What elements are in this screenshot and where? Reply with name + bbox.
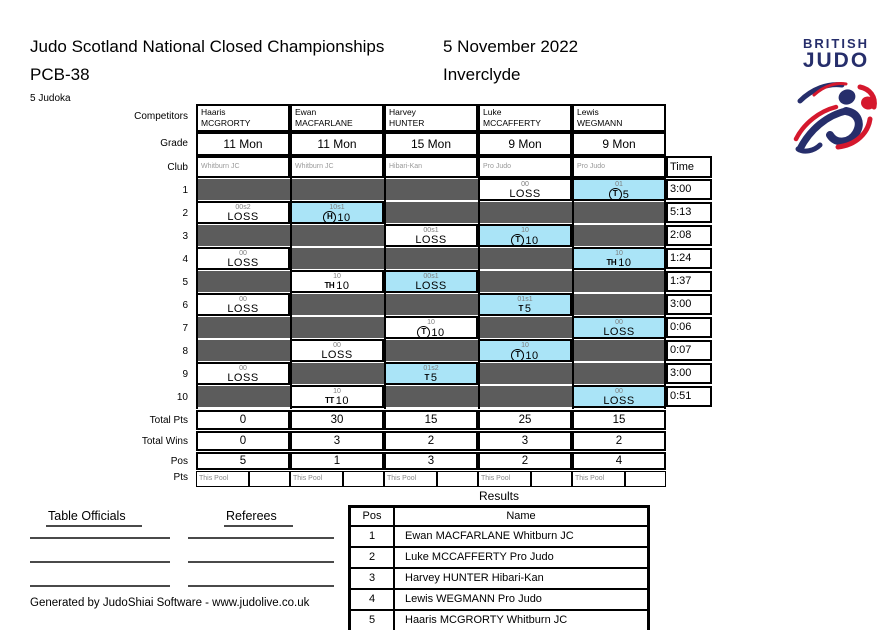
loss-score-cell bbox=[384, 270, 478, 293]
empty-match-cell bbox=[480, 386, 572, 407]
score-value bbox=[227, 257, 258, 269]
match-row-number: 8 bbox=[182, 346, 188, 357]
match-time-cell: 5:13 bbox=[666, 202, 712, 223]
competitor-last-name: MCGRORTY bbox=[201, 118, 251, 128]
score-number: LOSS bbox=[603, 395, 635, 407]
competitor-name-cell bbox=[196, 104, 290, 132]
match-row-number: 9 bbox=[182, 369, 188, 380]
score-number: 5 bbox=[524, 303, 532, 315]
club-cell: Whitburn JC bbox=[196, 156, 290, 178]
win-type-symbol: TT bbox=[324, 396, 334, 405]
win-score-cell bbox=[290, 270, 384, 293]
match-time-cell: 3:00 bbox=[666, 294, 712, 315]
competitor-last-name: HUNTER bbox=[389, 118, 425, 128]
competitor-name-cell bbox=[478, 104, 572, 132]
empty-match-cell bbox=[292, 179, 384, 200]
label-pts: Pts bbox=[173, 472, 188, 483]
empty-match-cell bbox=[198, 179, 290, 200]
empty-match-cell bbox=[292, 294, 384, 315]
grade-cell: 9 Mon bbox=[478, 132, 572, 156]
signature-line bbox=[188, 585, 334, 587]
pts-entry-cell bbox=[531, 471, 572, 487]
empty-match-cell bbox=[480, 363, 572, 384]
total_wins-value-cell: 0 bbox=[196, 431, 290, 451]
score-tag: 01s1 bbox=[517, 296, 533, 303]
loss-score-cell bbox=[196, 247, 290, 270]
competitor-name-cell bbox=[384, 104, 478, 132]
empty-match-cell bbox=[480, 202, 572, 223]
loss-score-cell bbox=[196, 293, 290, 316]
result-name: Ewan MACFARLANE Whitburn JC bbox=[405, 530, 574, 542]
result-position: 4 bbox=[351, 590, 395, 609]
match-row-number: 10 bbox=[176, 392, 188, 403]
empty-match-cell bbox=[574, 294, 666, 315]
score-tag: 00 bbox=[333, 342, 341, 349]
win-type-symbol: T bbox=[424, 373, 429, 382]
empty-match-cell bbox=[480, 271, 572, 292]
score-number: 10 bbox=[525, 234, 539, 247]
empty-match-cell bbox=[198, 225, 290, 246]
empty-match-cell bbox=[386, 179, 478, 200]
total_pts-value-cell: 15 bbox=[384, 410, 478, 430]
signature-line bbox=[188, 561, 334, 563]
loss-score-cell bbox=[478, 178, 572, 201]
score-tag: 00s2 bbox=[235, 204, 251, 211]
score-value bbox=[511, 234, 538, 247]
empty-match-cell bbox=[292, 248, 384, 269]
match-row-number: 2 bbox=[182, 208, 188, 219]
win-type-symbol: H bbox=[323, 211, 336, 224]
empty-match-cell bbox=[386, 202, 478, 223]
score-value bbox=[424, 372, 437, 384]
pos-value-cell: 1 bbox=[290, 452, 384, 470]
score-tag: 10 bbox=[521, 342, 529, 349]
score-tag: 01s2 bbox=[423, 365, 439, 372]
score-number: LOSS bbox=[415, 234, 447, 246]
score-tag: 00 bbox=[239, 296, 247, 303]
match-time-cell: 1:37 bbox=[666, 271, 712, 292]
score-number: LOSS bbox=[227, 257, 259, 269]
results-name-header: Name bbox=[506, 510, 536, 522]
signature-line bbox=[30, 561, 170, 563]
score-number: 10 bbox=[431, 326, 445, 339]
win-type-symbol: TH bbox=[324, 281, 335, 290]
score-number: 10 bbox=[525, 349, 539, 362]
score-value bbox=[325, 395, 349, 407]
grade-cell: 15 Mon bbox=[384, 132, 478, 156]
match-time-cell: 3:00 bbox=[666, 363, 712, 384]
score-value bbox=[603, 395, 634, 407]
signature-line bbox=[188, 537, 334, 539]
pts-entry-cell bbox=[249, 471, 290, 487]
loss-score-cell bbox=[290, 339, 384, 362]
match-row-number: 4 bbox=[182, 254, 188, 265]
match-row-number: 3 bbox=[182, 231, 188, 242]
club-cell: Whitburn JC bbox=[290, 156, 384, 178]
match-time-cell: 0:06 bbox=[666, 317, 712, 338]
score-value bbox=[227, 303, 258, 315]
score-tag: 10 bbox=[333, 273, 341, 280]
total_wins-value-cell: 3 bbox=[290, 431, 384, 451]
match-time-cell: 0:07 bbox=[666, 340, 712, 361]
match-row-number: 7 bbox=[182, 323, 188, 334]
loss-score-cell bbox=[384, 224, 478, 247]
pos-value-cell: 3 bbox=[384, 452, 478, 470]
score-value bbox=[323, 211, 350, 224]
club-cell: Pro Judo bbox=[478, 156, 572, 178]
pos-value-cell: 4 bbox=[572, 452, 666, 470]
match-time-cell: 2:08 bbox=[666, 225, 712, 246]
referees-label: Referees bbox=[224, 509, 293, 527]
empty-match-cell bbox=[386, 294, 478, 315]
empty-match-cell bbox=[480, 248, 572, 269]
loss-score-cell bbox=[196, 362, 290, 385]
label-club: Club bbox=[167, 162, 188, 173]
score-value bbox=[518, 303, 531, 315]
result-name: Luke MCCAFFERTY Pro Judo bbox=[405, 551, 554, 563]
win-score-cell bbox=[384, 316, 478, 339]
total_pts-value-cell: 25 bbox=[478, 410, 572, 430]
competitor-first-name: Haaris bbox=[201, 107, 226, 117]
category-title: PCB-38 bbox=[30, 65, 90, 84]
event-date: 5 November 2022 bbox=[443, 37, 579, 56]
score-number: LOSS bbox=[603, 326, 635, 338]
judoka-count: 5 Judoka bbox=[30, 93, 71, 104]
pts-entry-cell bbox=[343, 471, 384, 487]
score-value bbox=[509, 188, 540, 200]
score-value bbox=[415, 234, 446, 246]
score-number: LOSS bbox=[227, 211, 259, 223]
club-cell: Hibari-Kan bbox=[384, 156, 478, 178]
score-value bbox=[325, 280, 350, 292]
score-number: LOSS bbox=[509, 188, 541, 200]
score-number: 10 bbox=[618, 257, 632, 269]
loss-score-cell bbox=[572, 316, 666, 339]
score-number: 10 bbox=[336, 280, 350, 292]
total_pts-value-cell: 30 bbox=[290, 410, 384, 430]
score-value bbox=[609, 188, 630, 201]
score-value bbox=[227, 211, 258, 223]
results-row bbox=[351, 611, 647, 630]
empty-match-cell bbox=[198, 271, 290, 292]
club-cell: Pro Judo bbox=[572, 156, 666, 178]
score-value bbox=[415, 280, 446, 292]
score-tag: 00 bbox=[615, 388, 623, 395]
results-table bbox=[348, 505, 650, 630]
label-pos: Pos bbox=[170, 456, 188, 467]
competitor-first-name: Luke bbox=[483, 107, 502, 117]
result-position: 5 bbox=[351, 611, 395, 630]
empty-match-cell bbox=[292, 225, 384, 246]
empty-match-cell bbox=[574, 202, 666, 223]
win-type-symbol: T bbox=[511, 234, 524, 247]
results-row bbox=[351, 548, 647, 569]
score-tag: 00 bbox=[239, 250, 247, 257]
score-number: 5 bbox=[430, 372, 438, 384]
score-tag: 01 bbox=[615, 181, 623, 188]
empty-match-cell bbox=[480, 317, 572, 338]
score-value bbox=[603, 326, 634, 338]
win-score-cell bbox=[290, 385, 384, 408]
empty-match-cell bbox=[386, 386, 478, 407]
match-time-cell: 1:24 bbox=[666, 248, 712, 269]
win-score-cell bbox=[478, 339, 572, 362]
total_pts-value-cell: 15 bbox=[572, 410, 666, 430]
empty-match-cell bbox=[574, 340, 666, 361]
referees-heading bbox=[224, 507, 293, 525]
results-pos-header: Pos bbox=[351, 508, 395, 525]
competitor-first-name: Lewis bbox=[577, 107, 599, 117]
score-value bbox=[321, 349, 352, 361]
score-number: 5 bbox=[622, 188, 630, 201]
this-pool-cell: This Pool bbox=[290, 471, 343, 487]
score-number: LOSS bbox=[227, 303, 259, 315]
win-type-symbol: T bbox=[417, 326, 430, 339]
win-type-symbol: T bbox=[518, 304, 523, 313]
result-position: 3 bbox=[351, 569, 395, 588]
competitor-last-name: MACFARLANE bbox=[295, 118, 353, 128]
empty-match-cell bbox=[198, 386, 290, 407]
label-grade: Grade bbox=[160, 138, 188, 149]
score-number: 10 bbox=[337, 211, 351, 224]
total_wins-value-cell: 2 bbox=[572, 431, 666, 451]
grid-column-line bbox=[572, 177, 574, 409]
this-pool-cell: This Pool bbox=[478, 471, 531, 487]
win-score-cell bbox=[478, 293, 572, 316]
results-title: Results bbox=[478, 489, 519, 503]
this-pool-cell: This Pool bbox=[196, 471, 249, 487]
logo-text-judo: JUDO bbox=[802, 49, 870, 72]
empty-match-cell bbox=[386, 248, 478, 269]
competitor-first-name: Harvey bbox=[389, 107, 416, 117]
score-value bbox=[511, 349, 538, 362]
this-pool-cell: This Pool bbox=[384, 471, 437, 487]
total_wins-value-cell: 3 bbox=[478, 431, 572, 451]
win-score-cell bbox=[572, 178, 666, 201]
score-tag: 00s1 bbox=[423, 227, 439, 234]
competitor-name-cell bbox=[572, 104, 666, 132]
win-type-symbol: TH bbox=[606, 258, 617, 267]
competitor-last-name: MCCAFFERTY bbox=[483, 118, 541, 128]
grade-cell: 9 Mon bbox=[572, 132, 666, 156]
loss-score-cell bbox=[196, 201, 290, 224]
score-number: 10 bbox=[335, 395, 350, 407]
score-value bbox=[607, 257, 632, 269]
result-position: 1 bbox=[351, 527, 395, 546]
results-row bbox=[351, 569, 647, 590]
event-venue: Inverclyde bbox=[443, 65, 521, 84]
empty-match-cell bbox=[386, 340, 478, 361]
grade-cell: 11 Mon bbox=[196, 132, 290, 156]
grade-cell: 11 Mon bbox=[290, 132, 384, 156]
match-row-number: 6 bbox=[182, 300, 188, 311]
score-tag: 10 bbox=[615, 250, 623, 257]
empty-match-cell bbox=[198, 340, 290, 361]
score-tag: 10s1 bbox=[329, 204, 345, 211]
win-type-symbol: T bbox=[511, 349, 524, 362]
win-type-symbol: T bbox=[609, 188, 622, 201]
win-score-cell bbox=[384, 362, 478, 385]
match-row-number: 5 bbox=[182, 277, 188, 288]
label-competitors: Competitors bbox=[134, 111, 188, 122]
results-row bbox=[351, 527, 647, 548]
label-total-wins: Total Wins bbox=[141, 436, 188, 447]
result-name: Haaris MCGRORTY Whitburn JC bbox=[405, 614, 568, 626]
score-number: LOSS bbox=[415, 280, 447, 292]
match-time-cell: 0:51 bbox=[666, 386, 712, 407]
score-number: LOSS bbox=[321, 349, 353, 361]
result-position: 2 bbox=[351, 548, 395, 567]
time-column-header: Time bbox=[666, 156, 712, 178]
table-officials-heading bbox=[46, 507, 142, 525]
total_wins-value-cell: 2 bbox=[384, 431, 478, 451]
score-tag: 10 bbox=[333, 388, 341, 395]
pts-entry-cell bbox=[437, 471, 478, 487]
total_pts-value-cell: 0 bbox=[196, 410, 290, 430]
empty-match-cell bbox=[292, 363, 384, 384]
this-pool-cell: This Pool bbox=[572, 471, 625, 487]
signature-line bbox=[30, 585, 170, 587]
pos-value-cell: 2 bbox=[478, 452, 572, 470]
pos-value-cell: 5 bbox=[196, 452, 290, 470]
score-tag: 00 bbox=[239, 365, 247, 372]
results-header-row bbox=[351, 508, 647, 527]
score-value bbox=[227, 372, 258, 384]
score-number: LOSS bbox=[227, 372, 259, 384]
page-title: Judo Scotland National Closed Championships bbox=[30, 37, 385, 56]
pts-entry-cell bbox=[625, 471, 666, 487]
win-score-cell bbox=[478, 224, 572, 247]
empty-match-cell bbox=[198, 317, 290, 338]
empty-match-cell bbox=[574, 363, 666, 384]
loss-score-cell bbox=[572, 385, 666, 408]
score-tag: 10 bbox=[427, 319, 435, 326]
label-total-pts: Total Pts bbox=[149, 415, 188, 426]
signature-line bbox=[30, 537, 170, 539]
competitor-name-cell bbox=[290, 104, 384, 132]
empty-match-cell bbox=[574, 225, 666, 246]
generated-by-footer: Generated by JudoShiai Software - www.judolive.co.uk bbox=[30, 597, 310, 609]
results-row bbox=[351, 590, 647, 611]
empty-match-cell bbox=[292, 317, 384, 338]
competitor-last-name: WEGMANN bbox=[577, 118, 623, 128]
score-tag: 00s1 bbox=[423, 273, 439, 280]
competitor-first-name: Ewan bbox=[295, 107, 317, 117]
logo-text-british: BRITISH bbox=[803, 36, 869, 51]
score-tag: 00 bbox=[615, 319, 623, 326]
result-name: Harvey HUNTER Hibari-Kan bbox=[405, 572, 544, 584]
score-tag: 10 bbox=[521, 227, 529, 234]
table-officials-label: Table Officials bbox=[46, 509, 142, 527]
match-row-number: 1 bbox=[182, 185, 188, 196]
match-time-cell: 3:00 bbox=[666, 179, 712, 200]
score-tag: 00 bbox=[521, 181, 529, 188]
win-score-cell bbox=[290, 201, 384, 224]
empty-match-cell bbox=[574, 271, 666, 292]
score-value bbox=[417, 326, 444, 339]
result-name: Lewis WEGMANN Pro Judo bbox=[405, 593, 542, 605]
win-score-cell bbox=[572, 247, 666, 270]
